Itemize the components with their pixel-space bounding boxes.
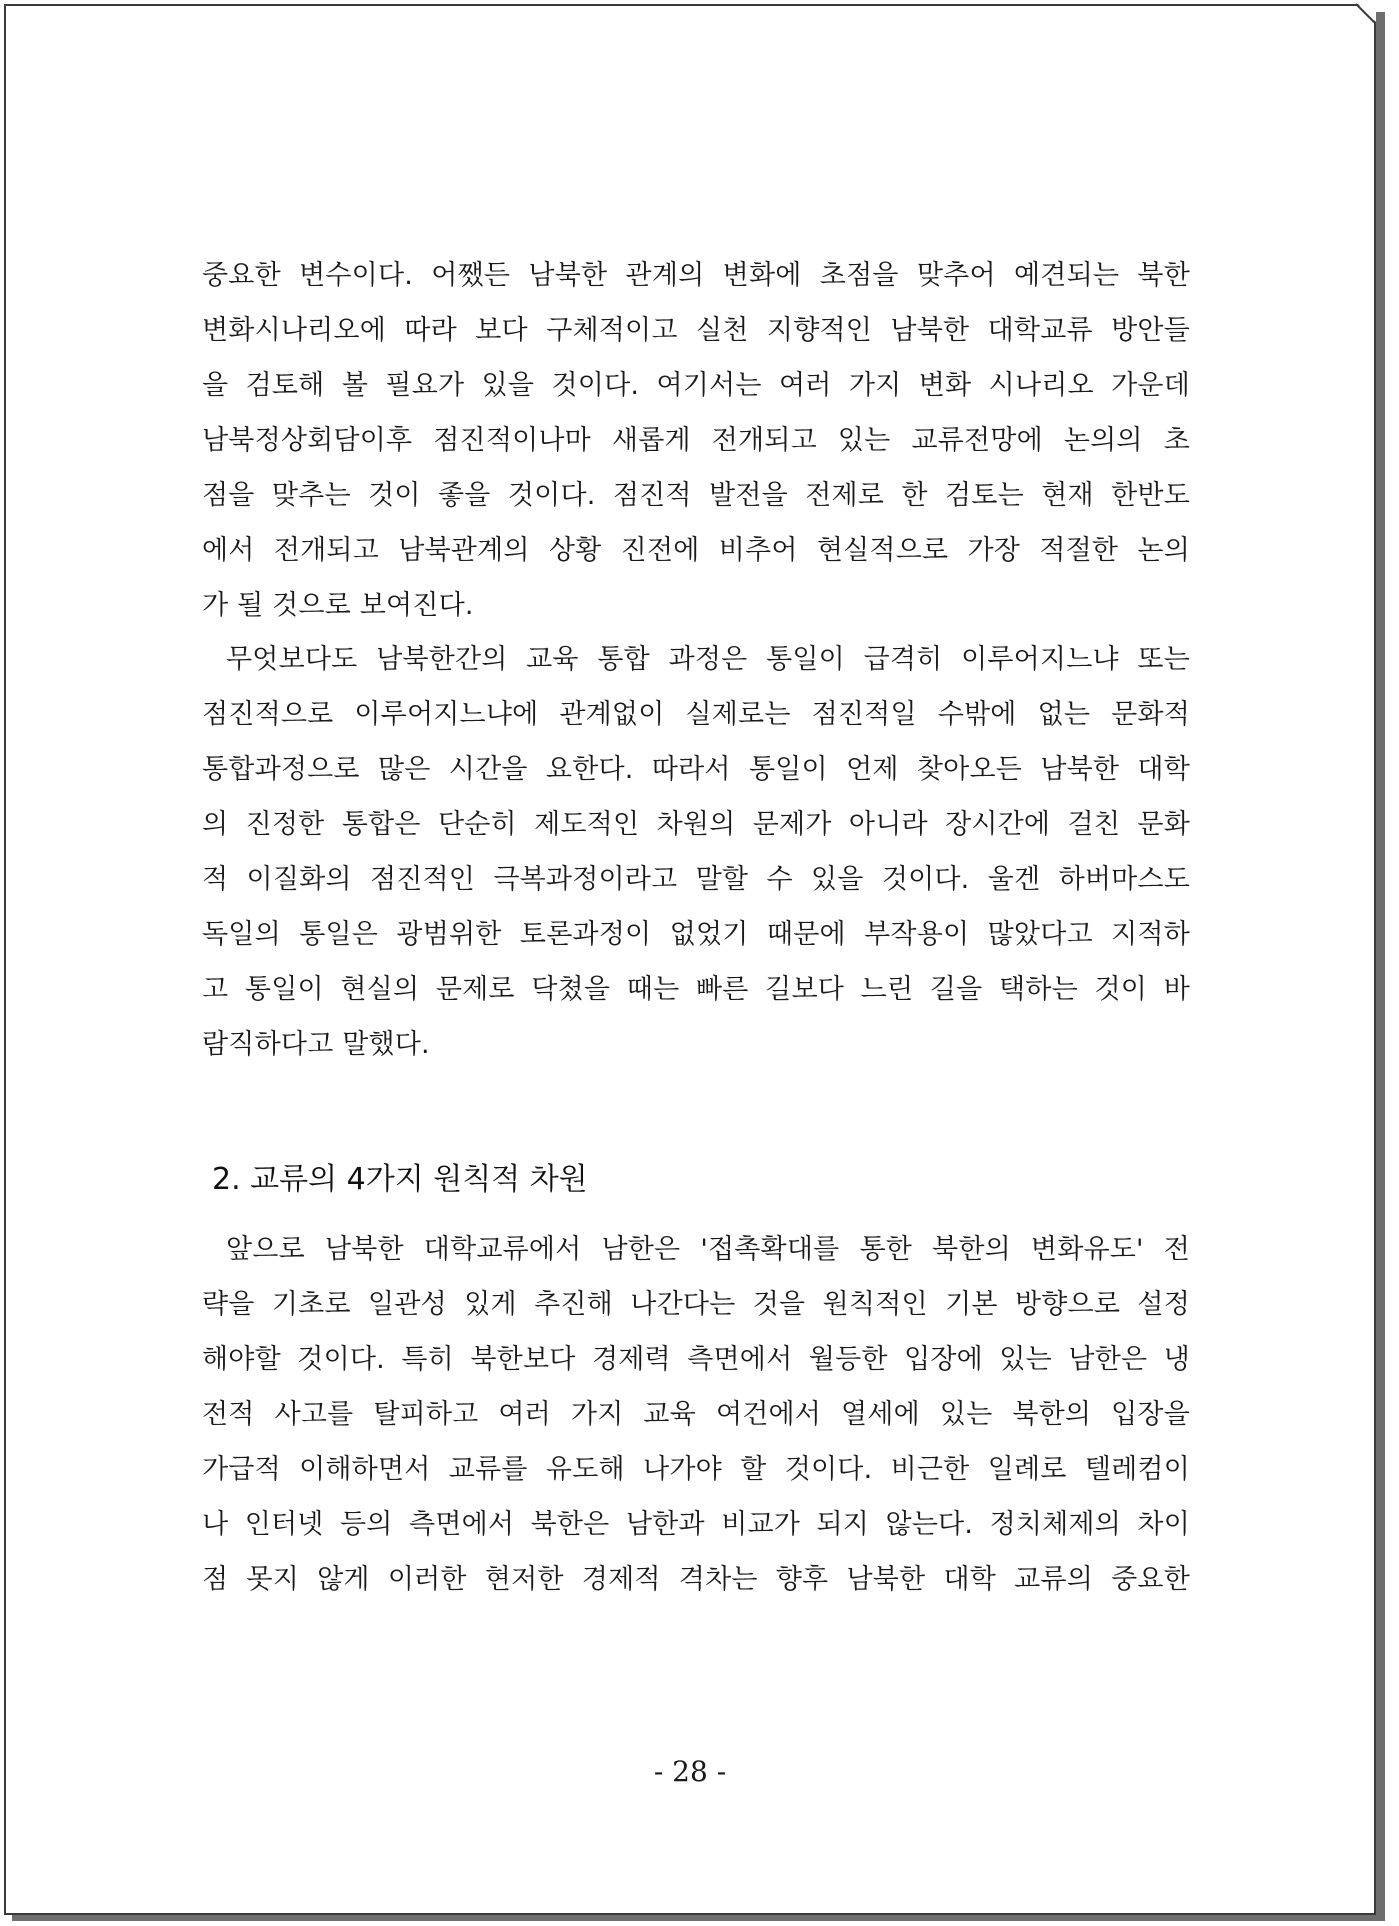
text-line: 고 통일이 현실의 문제로 닥쳤을 때는 빠른 길보다 느린 길을 택하는 것이 바	[202, 974, 1190, 1005]
text-line: 남북정상회담이후 점진적이나마 새롭게 전개되고 있는 교류전망에 논의의 초	[202, 425, 1190, 456]
text-line: 점 못지 않게 이러한 현저한 경제적 격차는 향후 남북한 대학 교류의 중요한	[202, 1564, 1190, 1595]
text-line: 독일의 통일은 광범위한 토론과정이 없었기 때문에 부작용이 많았다고 지적하	[202, 919, 1190, 950]
text-line: 전적 사고를 탈피하고 여러 가지 교육 여건에서 열세에 있는 북한의 입장을	[202, 1399, 1190, 1430]
paragraph-exchange-principles	[202, 1222, 1190, 1607]
section-heading: 2. 교류의 4가지 원칙적 차원	[212, 1162, 588, 1197]
text-line: 가급적 이해하면서 교류를 유도해 나가야 할 것이다. 비근한 일례로 텔레컴이	[202, 1454, 1190, 1485]
text-line: 나 인터넷 등의 측면에서 북한은 남한과 비교가 되지 않는다. 정치체제의 차이	[202, 1509, 1190, 1540]
text-line: 해야할 것이다. 특히 북한보다 경제력 측면에서 월등한 입장에 있는 남한은 냉	[202, 1344, 1190, 1375]
paragraph-education-integration	[202, 632, 1190, 1072]
text-line: 을 검토해 볼 필요가 있을 것이다. 여기서는 여러 가지 변화 시나리오 가운데	[202, 370, 1190, 401]
text-line: 통합과정으로 많은 시간을 요한다. 따라서 통일이 언제 찾아오든 남북한 대학	[202, 754, 1190, 785]
text-line: 람직하다고 말했다.	[202, 1029, 430, 1060]
page-number: - 28 -	[653, 1755, 727, 1788]
text-line: 적 이질화의 점진적인 극복과정이라고 말할 수 있을 것이다. 울겐 하버마스도	[202, 864, 1190, 895]
text-line: 앞으로 남북한 대학교류에서 남한은 '접촉확대를 통한 북한의 변화유도' 전	[226, 1234, 1190, 1265]
text-line: 변화시나리오에 따라 보다 구체적이고 실천 지향적인 남북한 대학교류 방안들	[202, 315, 1190, 346]
text-line: 략을 기초로 일관성 있게 추진해 나간다는 것을 원칙적인 기본 방향으로 설정	[202, 1289, 1190, 1320]
text-line: 중요한 변수이다. 어쨌든 남북한 관계의 변화에 초점을 맞추어 예견되는 북한	[202, 260, 1190, 291]
page-shadow-bottom	[12, 1915, 1385, 1921]
text-line: 가 될 것으로 보여진다.	[202, 590, 474, 621]
text-line: 점을 맞추는 것이 좋을 것이다. 점진적 발전을 전제로 한 검토는 현재 한반도	[202, 480, 1190, 511]
text-line: 에서 전개되고 남북관계의 상황 진전에 비추어 현실적으로 가장 적절한 논의	[202, 535, 1190, 566]
text-line: 점진적으로 이루어지느냐에 관계없이 실제로는 점진적일 수밖에 없는 문화적	[202, 699, 1190, 730]
text-line: 의 진정한 통합은 단순히 제도적인 차원의 문제가 아니라 장시간에 걸친 문화	[202, 809, 1190, 840]
page-shadow-right	[1376, 12, 1385, 1920]
text-line: 무엇보다도 남북한간의 교육 통합 과정은 통일이 급격히 이루어지느냐 또는	[226, 644, 1190, 675]
paragraph-continuation	[202, 248, 1190, 633]
